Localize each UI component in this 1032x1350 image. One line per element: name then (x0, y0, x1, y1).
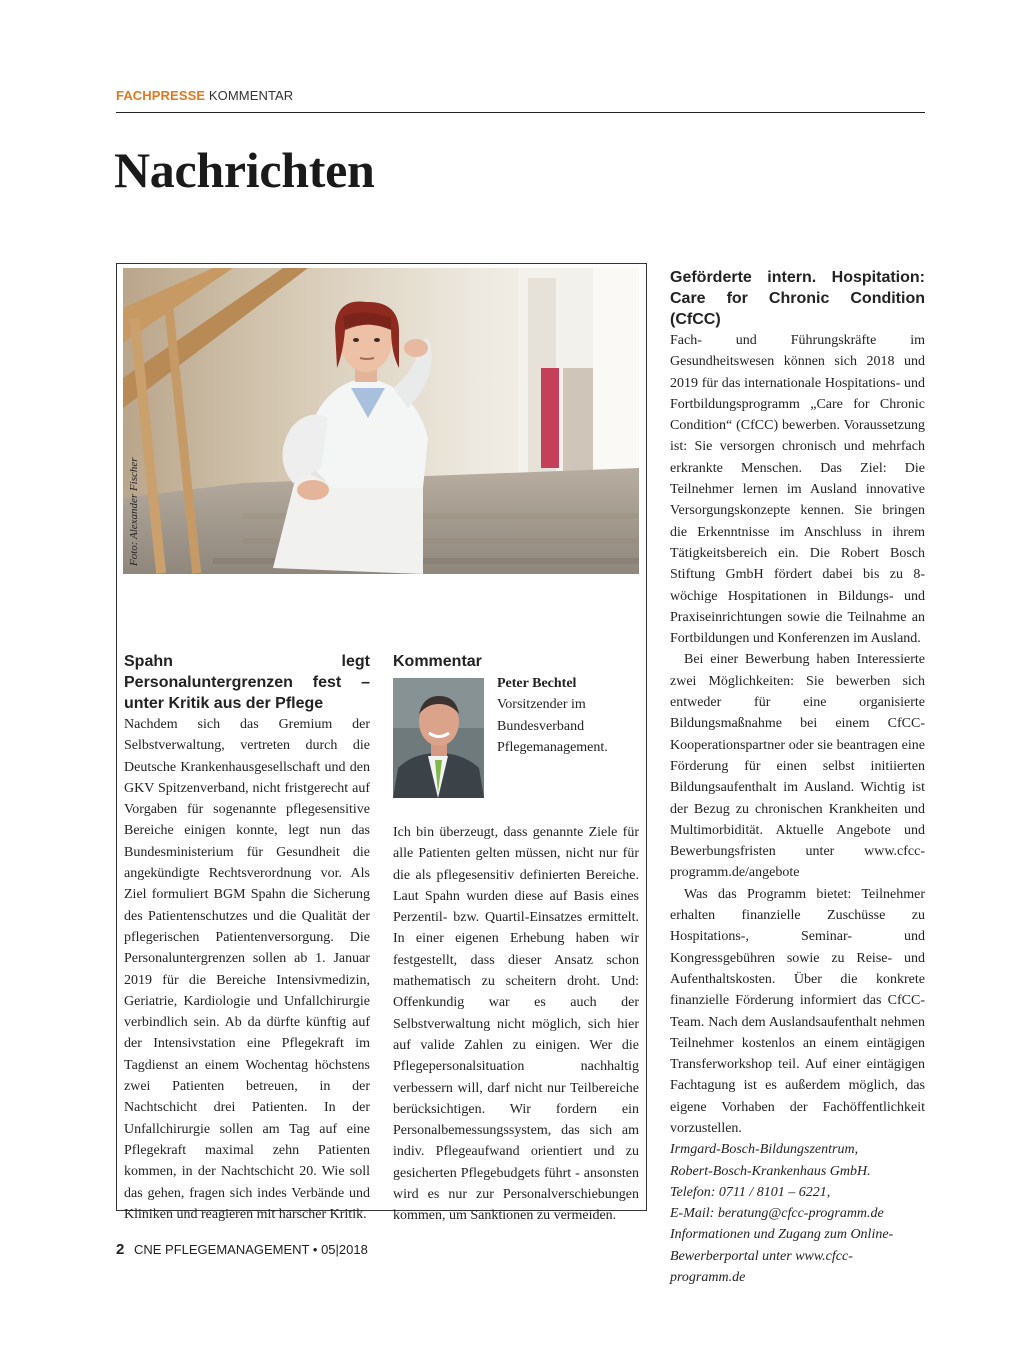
section-rubric (116, 88, 293, 103)
publication-name: CNE PFLEGEMANAGEMENT (133, 1242, 310, 1257)
contact-line: Robert-Bosch-Krankenhaus GmbH. (670, 1163, 871, 1179)
article-headline: Geförderte intern. Hospitation: Care for Chronic Condition (CfCC) (670, 269, 925, 328)
author-info (497, 673, 637, 758)
article-personaluntergrenzen (124, 651, 370, 1225)
contact-line: Informationen und Zugang zum Online- (670, 1227, 894, 1243)
kommentar-heading: Kommentar (393, 653, 482, 670)
article-paragraph: Bei einer Bewerbung haben Interessierte zwei Möglichkeiten: Sie bewerben sich entweder für eine organisierte Bildungsmaßnahme bei einem CfCC-Kooperationspartner oder sie beantragen eine Förderung für einen selbst initiierten Bildungsaufenthalt im Ausland. Wichtig ist der Bezug zu chronischen Krankheiten und Multimorbidität. Aktuelle Angebote und Bewerbungsfristen unter www.cfcc-programm.de/angebote (670, 652, 925, 881)
contact-email: E-Mail: beratung@cfcc-programm.de (670, 1206, 884, 1222)
contact-url: Bewerberportal unter www.cfcc-programm.de (670, 1248, 853, 1286)
nurse-photo-illustration (123, 268, 639, 574)
rubric-label: KOMMENTAR (208, 88, 294, 103)
contact-block (670, 1139, 925, 1288)
kommentar-text: Ich bin überzeugt, dass genannte Ziele für alle Patienten gelten müssen, nicht nur für die als pflegesensitiv definierten Bereiche. Laut Spahn wurden diese auf Basis eines Perzentil- bzw. Quartil-Einsatzes ermittelt. In einer eigenen Erhebung haben wir festgestellt, dass dieser Ansatz schon mathematisch zu scheitern droht. Und: Offenkundig war es auch der Selbstverwaltung nicht möglich, sich hier auf valide Zahlen zu einigen. Wer die Pflegepersonalsituation nachhaltig verbessern will, darf nicht nur Teilbereiche berücksichtigen. Wir fordern ein Personalbemessungssystem, das sich am indiv. Pflegeaufwand orientiert und zu gesicherten Pflegebudgets führt - ansonsten wird es nur zur Personalverschiebungen kommen, um Sanktionen zu vermeiden. (393, 825, 639, 1224)
page-title: Nachrichten (114, 142, 375, 198)
photo-credit: Foto: Alexander Fischer (128, 457, 140, 566)
rubric-accent: FACHPRESSE (116, 88, 206, 103)
page-number: 2 (116, 1241, 125, 1258)
contact-line: Telefon: 0711 / 8101 – 6221, (670, 1184, 831, 1200)
article-body: Nachdem sich das Gremium der Selbstverwaltung, vertreten durch die Deutsche Krankenhausgesellschaft und den GKV Spitzenverband, nicht fristgerecht auf Vorgaben für sogenannte pflegesensitive Bereiche einigen konnte, legt nun das Bundesministerium für Gesundheit die angekündigte Rechtsverordnung vor. Als Ziel formuliert BGM Spahn die Sicherung des Patientenschutzes und die Qualität der pflegerischen Patientenversorgung. Die Personaluntergrenzen sollen ab 1. Januar 2019 für die Bereiche Intensivmedizin, Geriatrie, Kardiologie und Unfallchirurgie verbindlich sein. Ab da dürfte künftig auf der Intensivstation eine Pflegekraft im Tagdienst an einem Wochentag höchstens zwei Patienten betreuen, in der Nachtschicht drei Patienten. In der Unfallchirurgie sollen am Tag auf eine Pflegekraft maximal zehn Patienten kommen, in der Nachtschicht 20. Wie soll das gehen, fragen sich indes Verbände und Kliniken und reagieren mit harscher Kritik. (124, 717, 370, 1222)
article-paragraph: Was das Programm bietet: Teilnehmer erhalten finanzielle Zuschüsse zu Hospitations-, Seminar- und Kongressgebühren sowie zu Reise- und Aufenthaltskosten. Über die konkrete finanzielle Förderung informiert das CfCC-Team. Nach dem Auslandsaufenthalt nehmen Teilnehmer kostenlos an einem eintägigen Transferworkshop teil. Auf einer eintägigen Fachtagung ist es außerdem möglich, das eigene Vorhaben der Fachöffentlichkeit vorzustellen. (670, 886, 925, 1136)
kommentar-body (393, 822, 639, 1227)
contact-line: Irmgard-Bosch-Bildungszentrum, (670, 1142, 859, 1158)
nurse-photo (123, 268, 639, 574)
author-name: Peter Bechtel (497, 676, 577, 691)
author-role: Vorsitzender im Bundesverband Pflegemanagement. (497, 697, 608, 755)
footer-separator: • (312, 1242, 318, 1257)
article-paragraph: Fach- und Führungskräfte im Gesundheitswesen können sich 2018 und 2019 für das internationale Hospitations- und Fortbildungsprogramm „Care for Chronic Condition“ (CfCC) bewerben. Voraussetzung ist: Sie versorgen chronisch und mehrfach erkrankte Menschen. Das Ziel: Die Teilnehmer lernen im Ausland innovative Versorgungskonzepte kennen. Sie bringen die Erkenntnisse im Anschluss in ihrem Tätigkeitsbereich ein. Die Robert Bosch Stiftung GmbH fördert dabei bis zu 8-wöchige Hospitationen in Bildungs- und Praxiseinrichtungen sowie die Teilnahme an Fortbildungen und Konferenzen im Ausland. (670, 333, 925, 647)
author-portrait (393, 678, 484, 798)
page-footer (116, 1241, 368, 1258)
author-portrait-illustration (393, 678, 484, 798)
article-headline: Spahn legt Personaluntergrenzen fest – unter Kritik aus der Pflege (124, 653, 370, 712)
issue-number: 05|2018 (321, 1242, 368, 1257)
article-cfcc (670, 267, 925, 1288)
header-divider (116, 112, 925, 113)
